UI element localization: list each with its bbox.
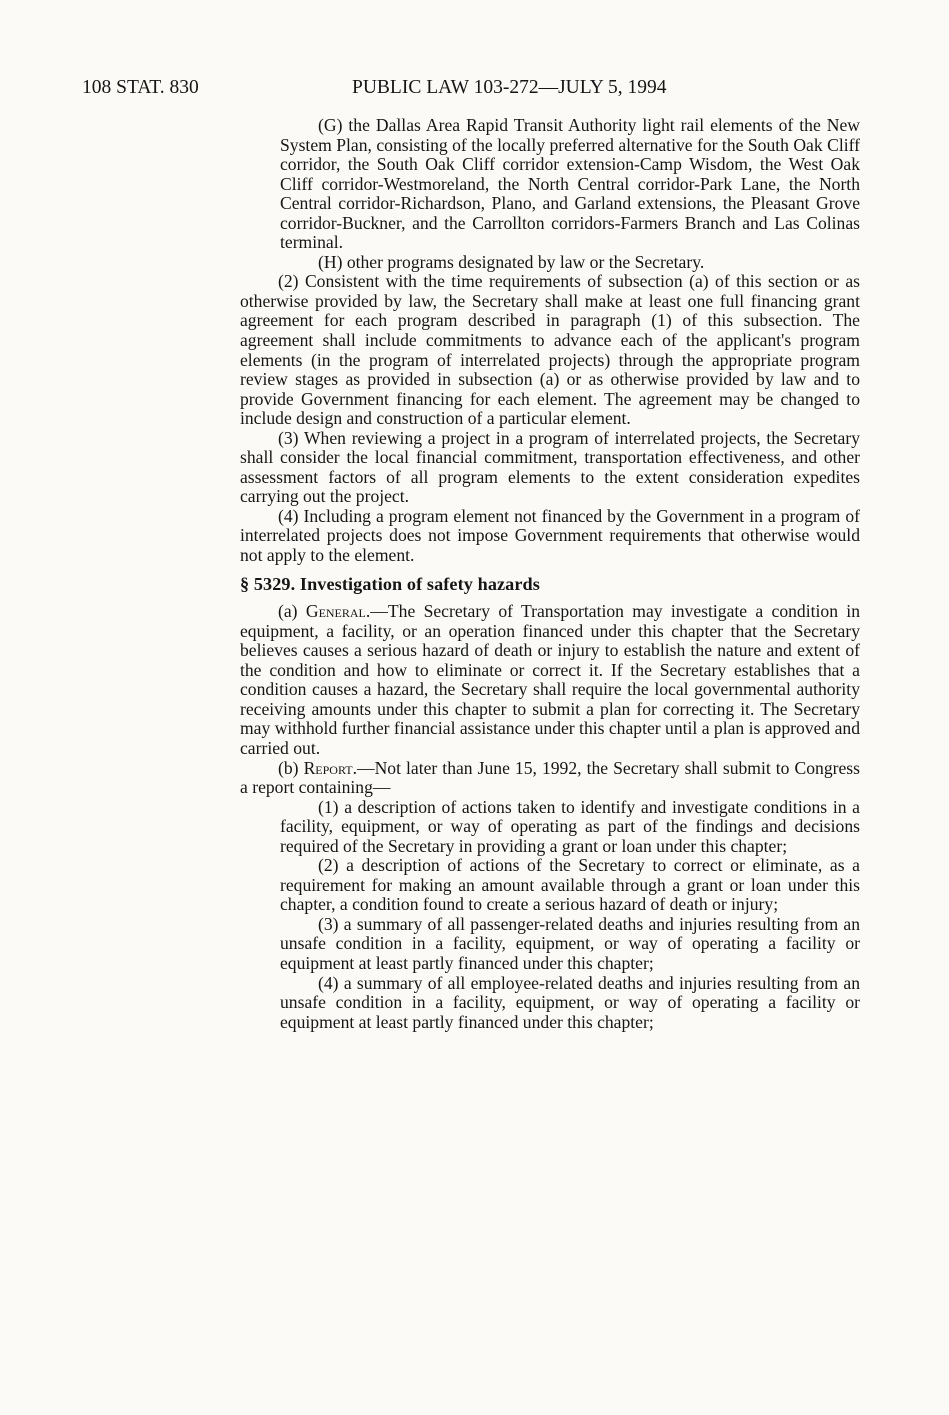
paragraph-3: (3) When reviewing a project in a program of interrelated projects, the Secretary shall consider the local financial commitment, transportation effectiveness, and other assessment factors of all program elements to the extent consideration expedites carrying out the project. [240,427,860,507]
subsection-a: (a) General.—The Secretary of Transportation may investigate a condition in equipment, a facility, or an operation financed under this chapter that the Secretary believes causes a serious hazard of death or injury to establish the nature and extent of the condition and how to eliminate or correct it. If the Secretary establishes that a condition causes a hazard, the Secretary shall require the local governmental authority receiving amounts under this chapter to submit a plan for correcting it. The Secretary may withhold further financial assistance under this chapter until a plan is approved and carried out. [240,601,860,758]
paragraph-4: (4) Including a program element not financed by the Government in a program of interrelated projects does not impose Government requirements that otherwise would not apply to the element. [240,505,860,566]
section-heading: § 5329. Investigation of safety hazards [240,573,540,594]
document-body [240,116,860,1032]
public-law-title: PUBLIC LAW 103-272—JULY 5, 1994 [352,77,667,98]
subsection-b-label: Report [303,757,353,778]
statute-page-reference: 108 STAT. 830 [82,77,199,98]
report-item-3: (3) a summary of all passenger-related deaths and injuries resulting from an unsafe condition in a facility, equipment, or way of operating a facility or equipment at least partly financed under this chapter; [280,913,860,973]
report-item-1: (1) a description of actions taken to identify and investigate conditions in a facility, equipment, or way of operating as part of the findings and decisions required of the Secretary in providing a grant or loan under this chapter; [280,796,860,856]
page-header [82,74,882,102]
subsection-b: (b) Report.—Not later than June 15, 1992, the Secretary shall submit to Congress a report containing— [240,757,860,798]
subsection-a-label: General [305,601,366,622]
item-g-paragraph: (G) the Dallas Area Rapid Transit Authority light rail elements of the New System Plan, consisting of the locally preferred alternative for the South Oak Cliff corridor, the South Oak Cliff corridor extension-Camp Wisdom, the West Oak Cliff corridor-Westmoreland, the North Central corridor-Park Lane, the North Central corridor-Richardson, Plano, and Garland extensions, the Pleasant Grove corridor-Buckner, and the Carrollton corridors-Farmers Branch and Las Colinas terminal. [280,115,860,253]
paragraph-2: (2) Consistent with the time requirements of subsection (a) of this section or as otherwise provided by law, the Secretary shall make at least one full financing grant agreement for each program described in paragraph (1) of this subsection. The agreement shall include commitments to advance each of the applicant's program elements (in the program of interrelated projects) through the appropriate program review stages as provided in subsection (a) or as otherwise provided by law and to provide Government financing for each element. The agreement may be changed to include design and construction of a particular element. [240,271,860,429]
report-item-2: (2) a description of actions of the Secretary to correct or eliminate, as a requirement for making an amount available through a grant or loan under this chapter, a condition found to create a serious hazard of death or injury; [280,855,860,915]
subsection-a-text: .—The Secretary of Transportation may investigate a condition in equipment, a facility, or an operation financed under this chapter that the Secretary believes causes a serious hazard of death or injury to establish the nature and extent of the condition and how to eliminate or correct it. If the Secretary establishes that a condition causes a hazard, the Secretary shall require the local governmental authority receiving amounts under this chapter to submit a plan for correcting it. The Secretary may withhold further financial assistance under this chapter until a plan is approved and carried out. [240,601,860,758]
subsection-b-text: .—Not later than June 15, 1992, the Secretary shall submit to Congress a report containing— [240,757,860,798]
item-h-paragraph: (H) other programs designated by law or the Secretary. [318,251,705,272]
report-item-4: (4) a summary of all employee-related deaths and injuries resulting from an unsafe condition in a facility, equipment, or way of operating a facility or equipment at least partly financed under this chapter; [280,972,860,1032]
